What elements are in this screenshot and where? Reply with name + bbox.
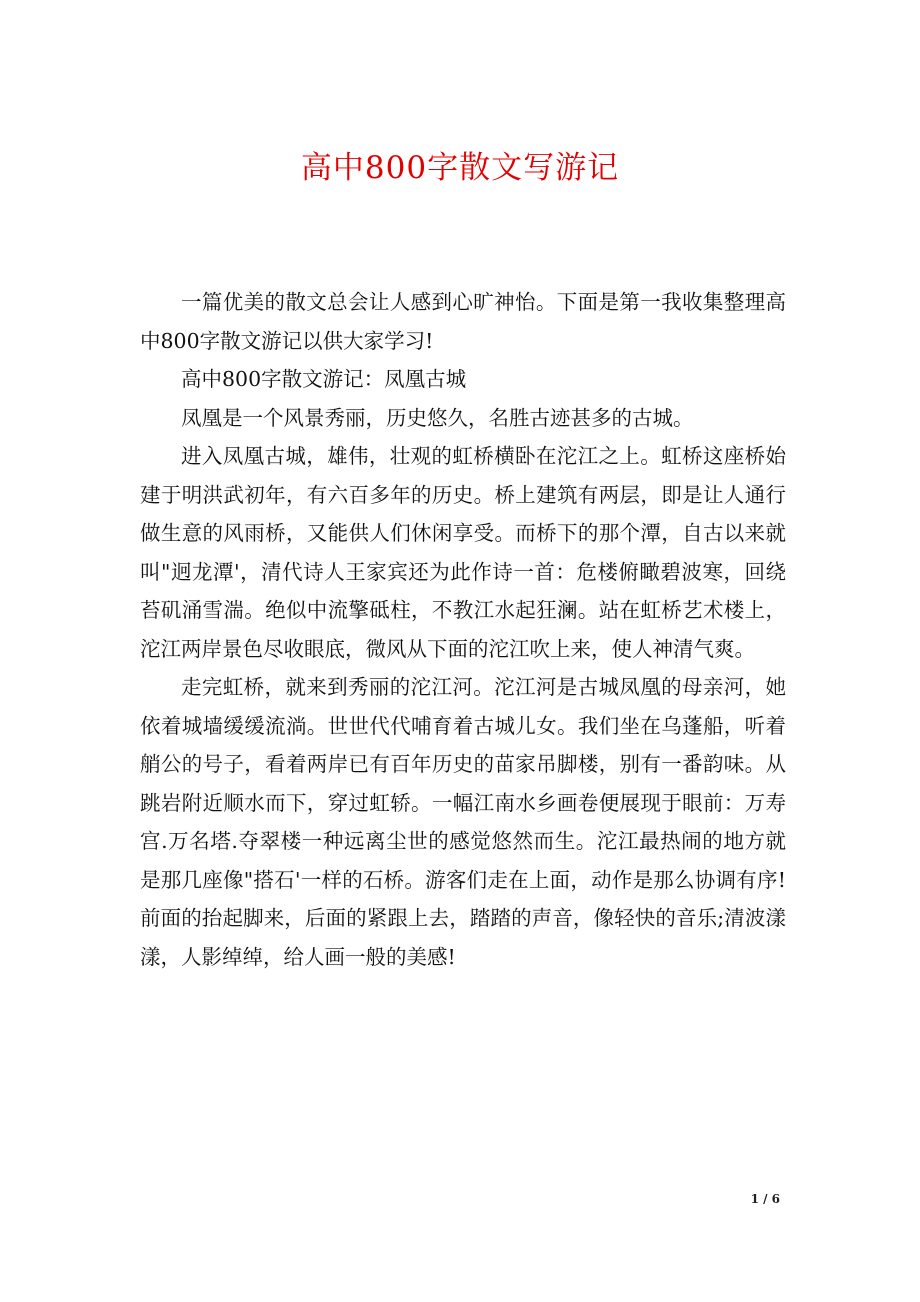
paragraph-fenghuang: 凤凰是一个风景秀丽，历史悠久，名胜古迹甚多的古城。: [181, 405, 694, 430]
paragraph-subtitle: 高中800字散文游记：凤凰古城: [181, 367, 467, 391]
document-body: [140, 283, 786, 976]
paragraph-intro: 一篇优美的散文总会让人感到心旷神怡。下面是第一我收集整理高中800字散文游记以供大家学习!: [140, 290, 786, 353]
paragraph-hongqiao: 进入凤凰古城，雄伟，壮观的虹桥横卧在沱江之上。虹桥这座桥始建于明洪武初年，有六百多年的历史。桥上建筑有两层，即是让人通行做生意的风雨桥，又能供人们休闲享受。而桥下的那个潭，自古以来就叫"迥龙潭'，清代诗人王家宾还为此作诗一首：危楼俯瞰碧波寒，回绕苔矶涌雪湍。绝似中流擎砥柱，不教江水起狂澜。站在虹桥艺术楼上，沱江两岸景色尽收眼底，微风从下面的沱江吹上来，使人神清气爽。: [140, 444, 786, 661]
paragraph-tuojiang: 走完虹桥，就来到秀丽的沱江河。沱江河是古城凤凰的母亲河，她依着城墙缓缓流淌。世世代代哺育着古城儿女。我们坐在乌蓬船，听着艄公的号子，看着两岸已有百年历史的苗家吊脚楼，别有一番韵味。从跳岩附近顺水而下，穿过虹轿。一幅江南水乡画卷便展现于眼前：万寿宫.万名塔.夺翠楼一种远离尘世的感觉悠然而生。沱江最热闹的地方就是那几座像"搭石'一样的石桥。游客们走在上面，动作是那么协调有序!前面的抬起脚来，后面的紧跟上去，踏踏的声音，像轻快的音乐;清波漾漾，人影绰绰，给人画一般的美感!: [140, 675, 786, 969]
document-title: 高中800字散文写游记: [300, 150, 620, 186]
page-number: 1 / 6: [750, 1192, 780, 1206]
